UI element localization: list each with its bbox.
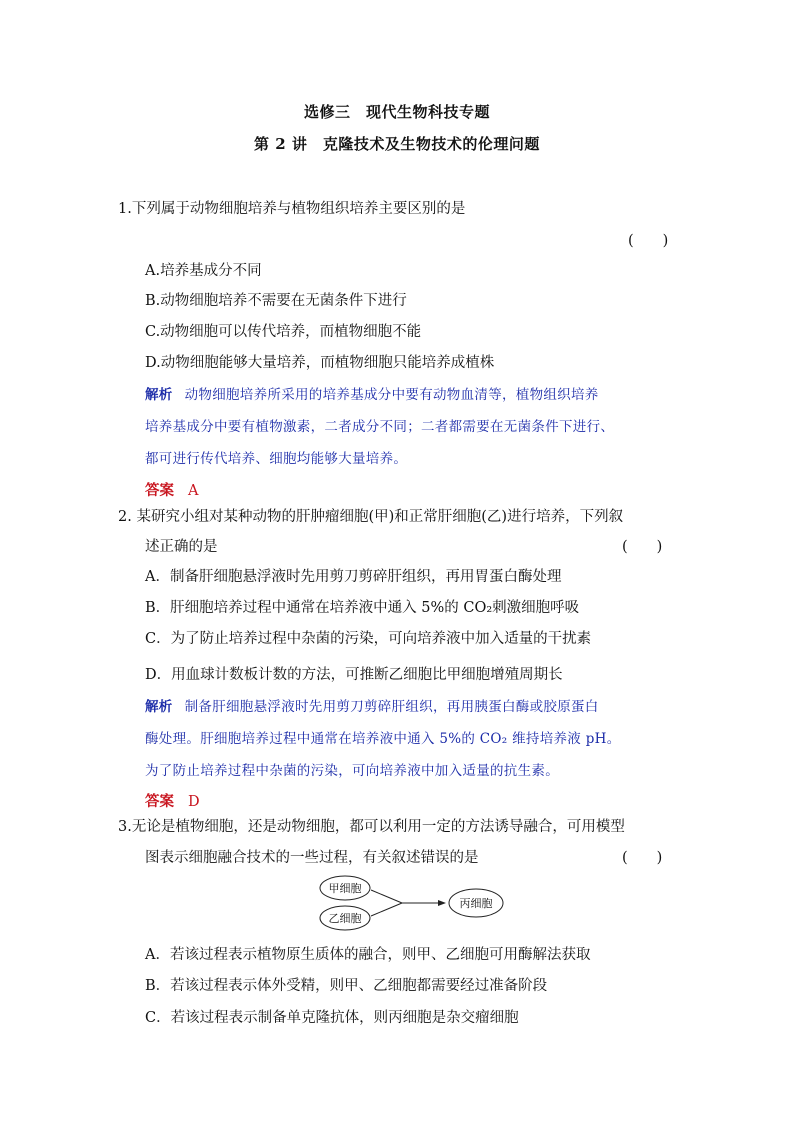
q1-explanation-line-2: 培养基成分中要有植物激素，二者成分不同；二者都需要在无菌条件下进行、 <box>145 419 615 435</box>
q2-stem-line-2: 述正确的是 <box>145 539 218 555</box>
q2-stem-line-1: 2. 某研究小组对某种动物的肝肿瘤细胞(甲)和正常肝细胞(乙)进行培养，下列叙 <box>118 509 624 525</box>
q1-stem: 1.下列属于动物细胞培养与植物组织培养主要区别的是 <box>118 201 466 217</box>
q1-answer-value: A <box>188 483 199 499</box>
q2-explanation-text-1: 制备肝细胞悬浮液时先用剪刀剪碎肝组织，再用胰蛋白酶或胶原蛋白 <box>184 699 599 715</box>
q1-answer <box>145 479 198 500</box>
q1-option-b: B.动物细胞培养不需要在无菌条件下进行 <box>145 293 407 309</box>
cell-c-label: 丙细胞 <box>459 897 493 910</box>
q1-explanation-label: 解析 <box>145 387 173 403</box>
q2-answer-blank: ( ) <box>622 539 663 555</box>
q3-stem-line-2: 图表示细胞融合技术的一些过程，有关叙述错误的是 <box>145 850 479 866</box>
q3-stem-line-1: 3.无论是植物细胞，还是动物细胞，都可以利用一定的方法诱导融合，可用模型 <box>118 819 625 835</box>
q3-option-c: C．若该过程表示制备单克隆抗体，则丙细胞是杂交瘤细胞 <box>145 1010 519 1026</box>
q3-option-a: A．若该过程表示植物原生质体的融合，则甲、乙细胞可用酶解法获取 <box>145 947 591 963</box>
q3-answer-blank: ( ) <box>622 850 663 866</box>
q2-option-d: D．用血球计数板计数的方法，可推断乙细胞比甲细胞增殖周期长 <box>145 667 563 683</box>
q1-explanation-text-1: 动物细胞培养所采用的培养基成分中要有动物血清等，植物组织培养 <box>184 387 599 403</box>
fusion-arrow-head <box>438 900 446 906</box>
q2-answer-value: D <box>188 794 200 810</box>
lesson-title: 第 2 讲 克隆技术及生物技术的伦理问题 <box>254 135 540 153</box>
q1-answer-label: 答案 <box>145 482 174 499</box>
cell-b-label: 乙细胞 <box>328 912 362 925</box>
q3-option-b: B．若该过程表示体外受精，则甲、乙细胞都需要经过准备阶段 <box>145 978 548 994</box>
q1-explanation-line-1 <box>145 383 599 403</box>
q2-explanation-line-2: 酶处理。肝细胞培养过程中通常在培养液中通入 5%的 CO₂ 维持培养液 pH。 <box>145 731 621 747</box>
cell-fusion-diagram <box>318 872 508 934</box>
q2-option-a: A．制备肝细胞悬浮液时先用剪刀剪碎肝组织，再用胃蛋白酶处理 <box>145 569 562 585</box>
q1-option-c: C.动物细胞可以传代培养，而植物细胞不能 <box>145 324 422 340</box>
fusion-line-b <box>371 903 402 916</box>
q1-option-a: A.培养基成分不同 <box>145 263 262 279</box>
q2-option-c: C．为了防止培养过程中杂菌的污染，可向培养液中加入适量的干扰素 <box>145 631 592 647</box>
cell-a-label: 甲细胞 <box>328 882 362 895</box>
q2-answer <box>145 790 200 811</box>
q2-explanation-line-1 <box>145 695 599 715</box>
q2-explanation-label: 解析 <box>145 699 173 715</box>
q2-answer-label: 答案 <box>145 793 174 810</box>
q2-option-b: B．肝细胞培养过程中通常在培养液中通入 5%的 CO₂刺激细胞呼吸 <box>145 600 580 616</box>
q2-explanation-line-3: 为了防止培养过程中杂菌的污染，可向培养液中加入适量的抗生素。 <box>145 763 559 779</box>
q1-option-d: D.动物细胞能够大量培养，而植物细胞只能培养成植株 <box>145 355 495 371</box>
q1-answer-blank: ( ) <box>628 233 669 249</box>
q1-explanation-line-3: 都可进行传代培养、细胞均能够大量培养。 <box>145 451 408 467</box>
fusion-line-a <box>371 890 402 903</box>
section-title: 选修三 现代生物科技专题 <box>303 103 490 121</box>
